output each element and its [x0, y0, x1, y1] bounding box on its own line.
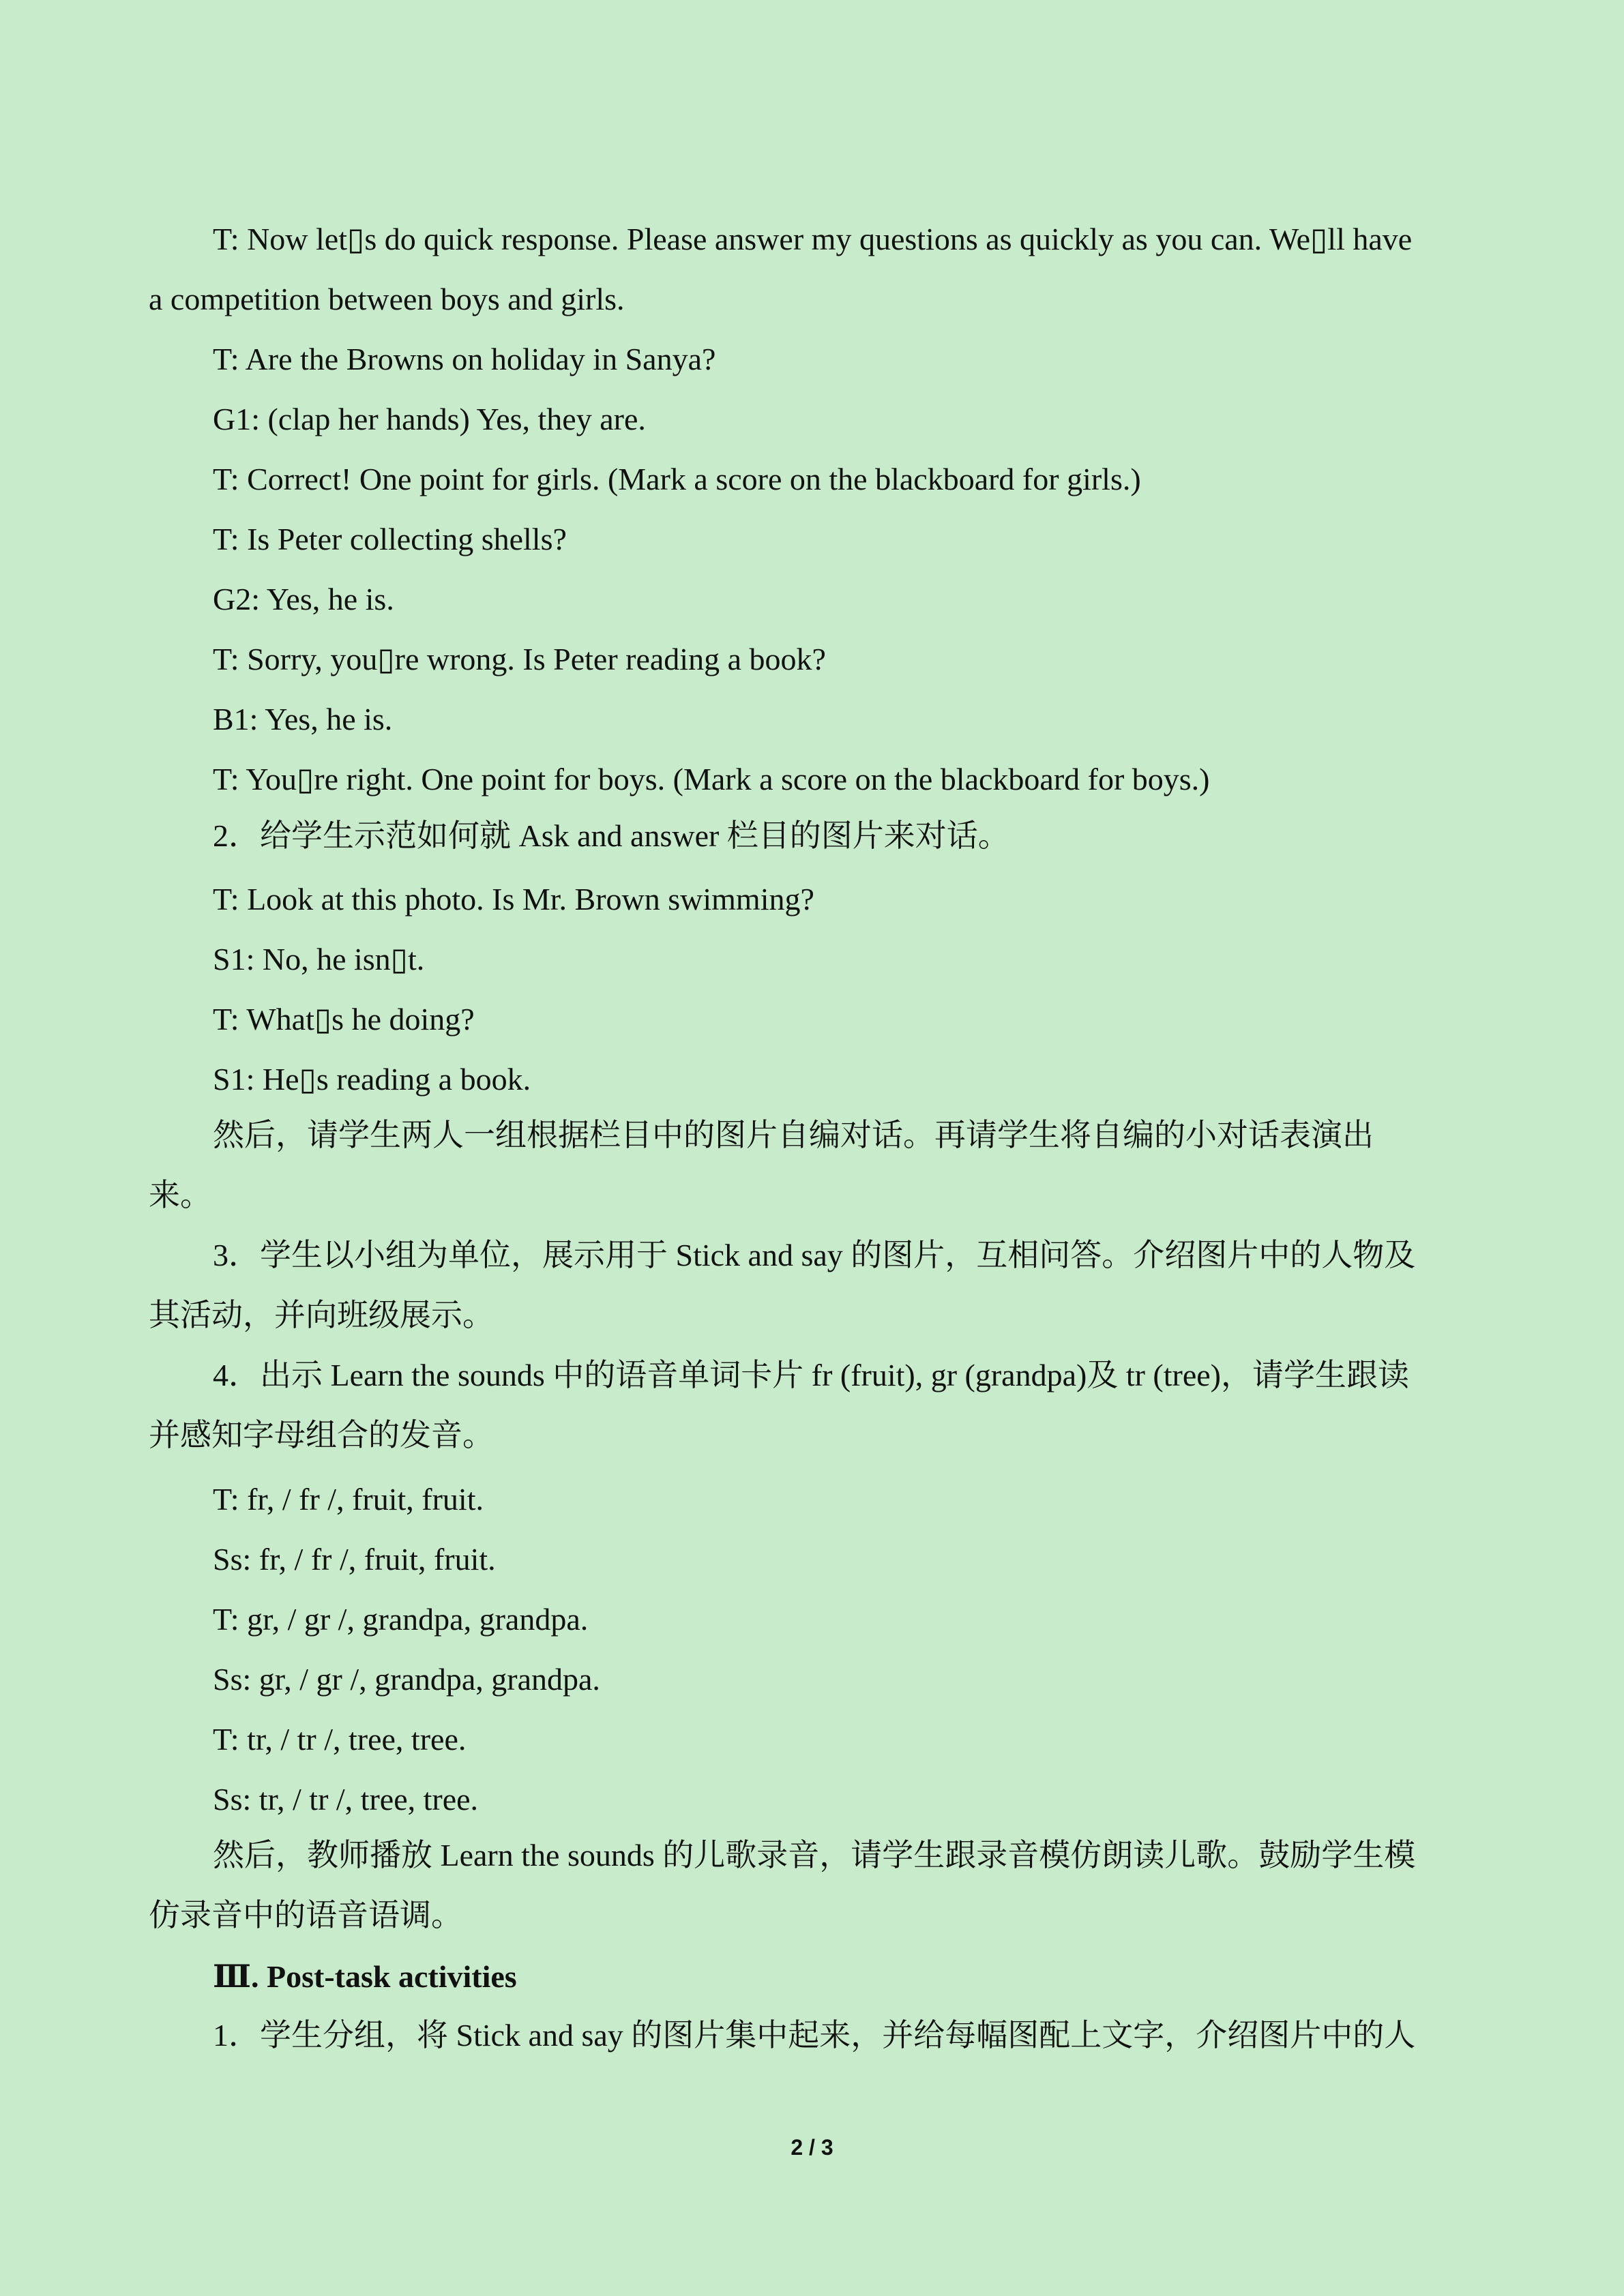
text-line: T: Correct! One point for girls. (Mark a score on the blackboard for girls.)	[213, 462, 1141, 496]
section-heading: Ⅲ. Post-task activities	[213, 1959, 517, 1994]
text-line: T: Now let▯s do quick response. Please answer my questions as quickly as you can. We▯ll have	[213, 222, 1413, 256]
numbered-item: 1．学生分组，将 Stick and say 的图片集中起来，并给每幅图配上文字，介绍图片中的人	[213, 2018, 1416, 2053]
text-line: 然后，请学生两人一组根据栏目中的图片自编对话。再请学生将自编的小对话表演出	[213, 1118, 1374, 1152]
text-line: T: Are the Browns on holiday in Sanya?	[213, 342, 716, 376]
page-number: 2 / 3	[791, 2135, 833, 2160]
text-line: T: Is Peter collecting shells?	[213, 522, 567, 556]
text-line: T: Sorry, you▯re wrong. Is Peter reading a book?	[213, 642, 826, 676]
text-line: Ss: tr, / tr /, tree, tree.	[213, 1782, 479, 1817]
text-line: 然后，教师播放 Learn the sounds 的儿歌录音，请学生跟录音模仿朗读儿歌。鼓励学生模	[213, 1838, 1416, 1873]
text-line: T: gr, / gr /, grandpa, grandpa.	[213, 1602, 589, 1637]
numbered-item: 3．学生以小组为单位，展示用于 Stick and say 的图片，互相问答。介绍图片中的人物及	[213, 1238, 1416, 1272]
text-line: S1: He▯s reading a book.	[213, 1062, 531, 1097]
text-line: a competition between boys and girls.	[149, 282, 625, 316]
text-line: T: You▯re right. One point for boys. (Mark a score on the blackboard for boys.)	[213, 762, 1210, 796]
text-line: 并感知字母组合的发音。	[149, 1418, 494, 1452]
text-line: 来。	[149, 1178, 211, 1212]
text-line: T: tr, / tr /, tree, tree.	[213, 1722, 467, 1757]
text-line: B1: Yes, he is.	[213, 702, 393, 736]
numbered-item: 2．给学生示范如何就 Ask and answer 栏目的图片来对话。	[213, 818, 1009, 853]
text-line: T: What▯s he doing?	[213, 1002, 475, 1037]
text-line: G2: Yes, he is.	[213, 582, 394, 616]
text-line: T: Look at this photo. Is Mr. Brown swimming?	[213, 882, 814, 916]
text-line: Ss: fr, / fr /, fruit, fruit.	[213, 1542, 496, 1577]
text-line: 仿录音中的语音语调。	[149, 1898, 462, 1933]
text-line: Ss: gr, / gr /, grandpa, grandpa.	[213, 1662, 600, 1697]
text-line: T: fr, / fr /, fruit, fruit.	[213, 1482, 484, 1517]
text-line: G1: (clap her hands) Yes, they are.	[213, 402, 646, 436]
numbered-item: 4．出示 Learn the sounds 中的语音单词卡片 fr (fruit), gr (grandpa)及 tr (tree)，请学生跟读	[213, 1358, 1409, 1392]
text-line: 其活动，并向班级展示。	[149, 1298, 494, 1332]
text-line: S1: No, he isn▯t.	[213, 942, 425, 976]
